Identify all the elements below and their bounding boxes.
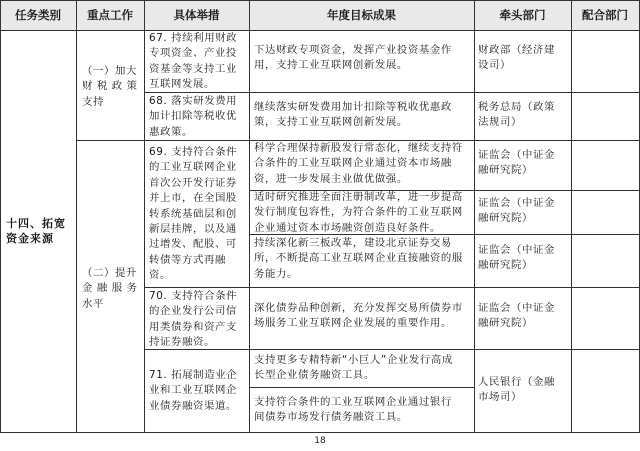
goal-71b: 支持符合条件的工业互联网企业通过银行 间债券市场发行债务融资工具。 <box>254 396 452 424</box>
lead-dept-69c: 证监会（中证金 融研究院） <box>478 244 555 272</box>
goal-68: 继续落实研发费用加计扣除等税收优惠政 策，支持工业互联网创新发展。 <box>254 101 452 129</box>
row-divider-71a <box>249 387 474 388</box>
measure-70: 70. 支持符合条件 的企业发行公司信 用类债券和资产支 持证券融资。 <box>149 290 238 349</box>
goal-70: 深化债券品种创新，充分发挥交易所债券市 场服务工业互联网企业发展的重要作用。 <box>254 302 463 330</box>
header-lead-dept: 牵头部门 <box>499 8 546 22</box>
lead-dept-69a: 证监会（中证金 融研究院） <box>478 149 555 177</box>
header-coop-dept: 配合部门 <box>582 8 628 22</box>
header-divider <box>0 30 640 31</box>
col-divider-4 <box>474 0 475 433</box>
measure-69: 69. 支持符合条件 的工业互联网企业 首次公开发行证券 并上市，在全国股 转系统基础层和创 新层挂牌，以及通 过增发、配股、可 转债等方式再融 资。 <box>149 146 238 282</box>
goal-69b: 适时研究推进全面注册制改革，进一步提高 发行制度包容性，为符合条件的工业互联网 企业通过资本市场融资创造良好条件。 <box>254 191 463 234</box>
lead-dept-68: 税务总局（政策 法规司） <box>478 101 555 129</box>
key-work-fiscal: （一）加大 财 税 政 策 支持 <box>82 65 138 108</box>
header-measures: 具体举措 <box>173 8 220 22</box>
key-work-finance: （二）提升 金 融 服 务 水平 <box>82 267 138 310</box>
col-divider-5 <box>571 0 572 433</box>
measure-71: 71. 拓展制造业企 业和工业互联网企 业债券融资渠道。 <box>149 369 238 412</box>
table-border-bottom <box>0 432 640 433</box>
header-key-work: 重点工作 <box>87 8 133 22</box>
col-divider-3 <box>249 0 250 433</box>
col-divider-1 <box>76 0 77 433</box>
header-annual-goals: 年度目标成果 <box>327 8 396 22</box>
task-category: 十四、拓宽 资金来源 <box>6 217 66 246</box>
goal-69c: 持续深化新三板改革，建设北京证券交易 所，不断提高工业互联网企业直接融资的服 务能力。 <box>254 237 463 280</box>
lead-dept-67: 财政部（经济建 设司） <box>478 44 555 72</box>
col-divider-2 <box>144 0 145 433</box>
measure-67: 67. 持续利用财政 专项资金、产业投 资基金等支持工业 互联网发展。 <box>149 32 238 91</box>
lead-dept-70: 证监会（中证金 融研究院） <box>478 302 555 330</box>
goal-67: 下达财政专项资金，发挥产业投资基金作 用，支持工业互联网创新发展。 <box>254 44 452 72</box>
measure-68: 68. 落实研发费用 加计扣除等税收优 惠政策。 <box>149 95 238 138</box>
goal-71a: 支持更多专精特新“小巨人”企业发行高成 长型企业债务融资工具。 <box>254 354 453 382</box>
header-task-category: 任务类别 <box>15 8 61 22</box>
table-border-left <box>0 0 1 433</box>
lead-dept-71: 人民银行（金融 市场司） <box>478 376 555 404</box>
row-divider-69-70 <box>144 287 640 288</box>
lead-dept-69b: 证监会（中证金 融研究院） <box>478 197 555 225</box>
goal-69a: 科学合理保持新股发行常态化，继续支持符 合条件的工业互联网企业通过资本市场融 资，进一步发展主业做优做强。 <box>254 142 463 185</box>
page-number: 18 <box>314 436 326 446</box>
